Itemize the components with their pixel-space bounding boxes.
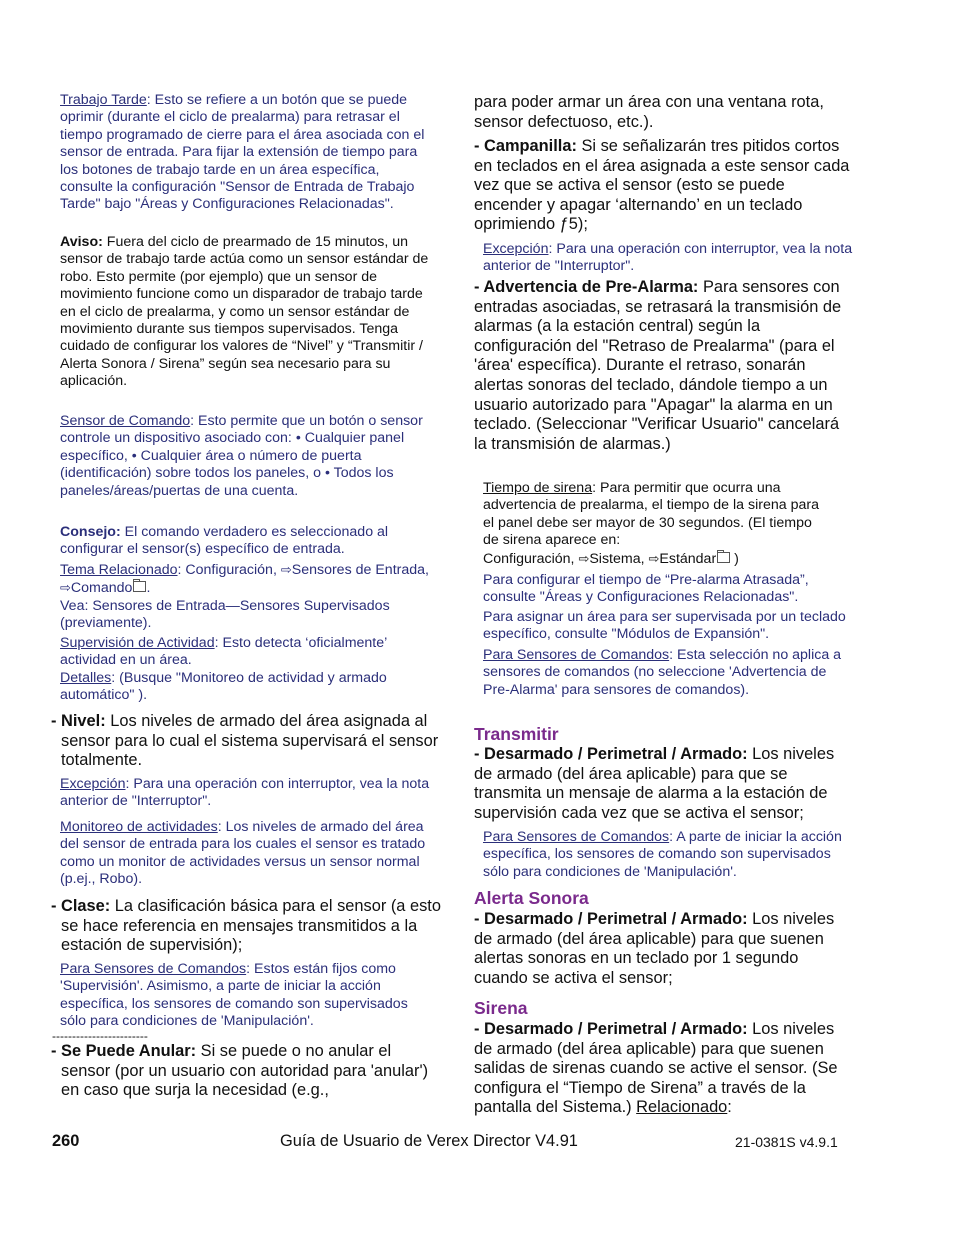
arrow-icon: ⇨ bbox=[60, 580, 71, 596]
heading-sirena: Sirena bbox=[474, 998, 528, 1018]
alerta-label: Desarmado / Perimetral / Armado: bbox=[484, 910, 748, 928]
item-transmitir: - Desarmado / Perimetral / Armado: Los niveles de armado (del área aplicable) para que se transmita un mensaje de alarma a la estación de supervisión cada vez que se activa el sensor; bbox=[474, 745, 835, 822]
consejo-label: Consejo: bbox=[60, 524, 121, 540]
arrow-icon: ⇨ bbox=[578, 550, 590, 566]
term-sensor-comando: Sensor de Comando bbox=[60, 413, 191, 429]
note-supervision: Supervisión de Actividad: Esto detecta ‘oficialmente’ actividad en un área. Detalles: (Busque "Monitoreo de actividad y armado automático" ). bbox=[60, 635, 387, 704]
link-relacionado: Relacionado bbox=[636, 1098, 728, 1117]
advertencia-label: Advertencia de Pre-Alarma: bbox=[483, 278, 699, 296]
heading-transmitir: Transmitir bbox=[474, 724, 559, 744]
term-para-sensores: Para Sensores de Comandos bbox=[483, 829, 670, 845]
term-tiempo-sirena: Tiempo de sirena bbox=[483, 480, 593, 496]
item-nivel: - Nivel: Los niveles de armado del área asignada al sensor para lo cual el sistema supervisará el sensor totalmente. bbox=[51, 712, 439, 770]
nivel-label: Nivel: bbox=[61, 712, 106, 730]
note-para-sensores-2: Para Sensores de Comandos: Esta selección no aplica a sensores de comandos (no seleccione 'Advertencia de Pre-Alarma' para sensores de comandos). bbox=[483, 647, 842, 698]
item-clase: - Clase: La clasificación básica para el sensor (a esto se hace referencia en mensajes transmitidos a la estación de supervisión); bbox=[51, 897, 441, 955]
item-sirena: - Desarmado / Perimetral / Armado: Los niveles de armado (del área aplicable) para que suenen salidas de sirenas cuando se active el sensor. (Se configura el “Tiempo de Sirena” a través de la pantalla del Sistema.) Relacionado: bbox=[474, 1020, 838, 1117]
note-excepcion-1: Excepción: Para una operación con interruptor, vea la nota anterior de "Interruptor". bbox=[60, 776, 430, 810]
item-advertencia: - Advertencia de Pre-Alarma: Para sensores con entradas asociadas, se retrasará la transmisión de alarmas (a la estación central) según la configuración del "Retraso de Prealarma" (para el 'área' específica). Durante el retraso, sonarán alertas sonoras del teclado, dándole tiempo a un usuario autorizado para "Apagar" la alarma en un teclado. (Seleccionar "Verificar Usuario" cancelará la transmisión de alarmas.) bbox=[474, 278, 842, 453]
term-para-sensores: Para Sensores de Comandos bbox=[483, 647, 670, 663]
item-anular: - Se Puede Anular: Si se puede o no anular el sensor (por un usuario con autoridad para 'anular') en caso que surja la necesidad (e.g., bbox=[51, 1042, 429, 1100]
term-trabajo-tarde: Trabajo Tarde bbox=[60, 92, 147, 108]
transmitir-label: Desarmado / Perimetral / Armado: bbox=[484, 745, 748, 763]
note-tema-relacionado: Tema Relacionado: Configuración, ⇨Sensores de Entrada, ⇨Comando . Vea: Sensores de Entrada—Sensores Supervisados (previamente). bbox=[60, 562, 429, 632]
campanilla-label: Campanilla: bbox=[484, 137, 577, 155]
note-monitoreo: Monitoreo de actividades: Los niveles de armado del área del sensor de entrada para los cuales el sensor es tratado como un monitor de actividades versus un sensor normal (p.ej., Robo). bbox=[60, 819, 426, 888]
continuation-text: para poder armar un área con una ventana rota, sensor defectuoso, etc.). bbox=[474, 93, 824, 131]
note-prealarma-atrasada: Para configurar el tiempo de “Pre-alarma Atrasada”, consulte "Áreas y Configuraciones Relacionadas". bbox=[483, 572, 809, 606]
note-sensor-comando: Sensor de Comando: Esto permite que un botón o sensor controle un dispositivo asociado con: • Cualquier panel específico, • Cualquier área o número de puerta (identificación) sobre todos los paneles, o • Todos los paneles/áreas/puertas de una cuenta. bbox=[60, 413, 423, 499]
arrow-icon: ⇨ bbox=[280, 562, 292, 577]
term-para-sensores: Para Sensores de Comandos bbox=[60, 961, 247, 977]
note-consejo: Consejo: El comando verdadero es seleccionado al configurar el sensor(s) específico de entrada. bbox=[60, 524, 389, 558]
page-number: 260 bbox=[52, 1132, 80, 1150]
folder-icon bbox=[133, 581, 146, 592]
aviso-label: Aviso: bbox=[60, 234, 103, 250]
arrow-icon: ⇨ bbox=[648, 550, 660, 566]
note-para-sensores-1: Para Sensores de Comandos: Estos están fijos como 'Supervisión'. Asimismo, a parte de iniciar la acción específica, los sensores de comando son supervisados sólo para condiciones de 'Manipulación'. bbox=[60, 961, 408, 1030]
term-supervision: Supervisión de Actividad bbox=[60, 635, 215, 651]
clase-label: Clase: bbox=[61, 897, 111, 915]
note-asignar-area: Para asignar un área para ser supervisada por un teclado específico, consulte "Módulos de Expansión". bbox=[483, 609, 846, 643]
note-tiempo-sirena: Tiempo de sirena: Para permitir que ocurra una advertencia de prealarma, el tiempo de la sirena para el panel debe ser mayor de 30 segundos. (El tiempo de sirena aparece en: Configuración, ⇨Sistema, ⇨Estándar ) bbox=[483, 480, 819, 567]
item-campanilla: - Campanilla: Si se señalizarán tres pitidos cortos en teclados en el área asignada a este sensor cada vez que se activa el sensor (esto se puede encender y apagar ‘alternando’ en un teclado oprimiendo ƒ5); bbox=[474, 137, 850, 234]
term-excepcion: Excepción bbox=[483, 241, 549, 257]
heading-alerta-sonora: Alerta Sonora bbox=[474, 888, 589, 908]
vea-text: Vea: Sensores de Entrada—Sensores Supervisados (previamente). bbox=[60, 597, 390, 632]
note-aviso: Aviso: Fuera del ciclo de prearmado de 15 minutos, un sensor de trabajo tarde actúa como un sensor estándar de robo. Esto permite (por ejemplo) que un sensor de movimiento funcione como un disparador de trabajo tarde en el ciclo de prealarma, y como un sensor estándar de movimiento durante sus tiempos supervisados. Tenga cuidado de configurar los valores de “Nivel” y “Transmitir / Alerta Sonora / Sirena” según sea necesario para su aplicación. bbox=[60, 234, 429, 390]
footer-title: Guía de Usuario de Verex Director V4.91 bbox=[280, 1132, 578, 1150]
term-monitoreo: Monitoreo de actividades bbox=[60, 819, 218, 835]
note-trabajo-tarde: Trabajo Tarde: Esto se refiere a un botón que se puede oprimir (durante el ciclo de prealarma) para retrasar el tiempo programado de cierre para el área asociada con el sensor de entrada. Para fijar la extensión de tiempo para los botones de trabajo tarde en un área específica, consulte la configuración "Sensor de Entrada de Trabajo Tarde" bajo "Áreas y Configuraciones Relacionadas". bbox=[60, 92, 425, 213]
anular-label: Se Puede Anular: bbox=[61, 1042, 197, 1060]
term-excepcion: Excepción bbox=[60, 776, 126, 792]
note-excepcion-2: Excepción: Para una operación con interruptor, vea la nota anterior de "Interruptor". bbox=[483, 241, 853, 275]
term-tema-relacionado: Tema Relacionado bbox=[60, 562, 178, 578]
term-detalles: Detalles bbox=[60, 669, 112, 686]
sirena-label: Desarmado / Perimetral / Armado: bbox=[484, 1020, 748, 1038]
note-para-sensores-3: Para Sensores de Comandos: A parte de iniciar la acción específica, los sensores de comando son supervisados sólo para condiciones de 'Manipulación'. bbox=[483, 829, 842, 880]
separator-line: ------------------------ bbox=[52, 1029, 148, 1043]
folder-icon bbox=[717, 552, 730, 563]
document-code: 21-0381S v4.9.1 bbox=[735, 1134, 838, 1150]
item-alerta-sonora: - Desarmado / Perimetral / Armado: Los niveles de armado (del área aplicable) para que suenen alertas sonoras en un teclado por 1 segundo cuando se activa el sensor; bbox=[474, 910, 835, 987]
